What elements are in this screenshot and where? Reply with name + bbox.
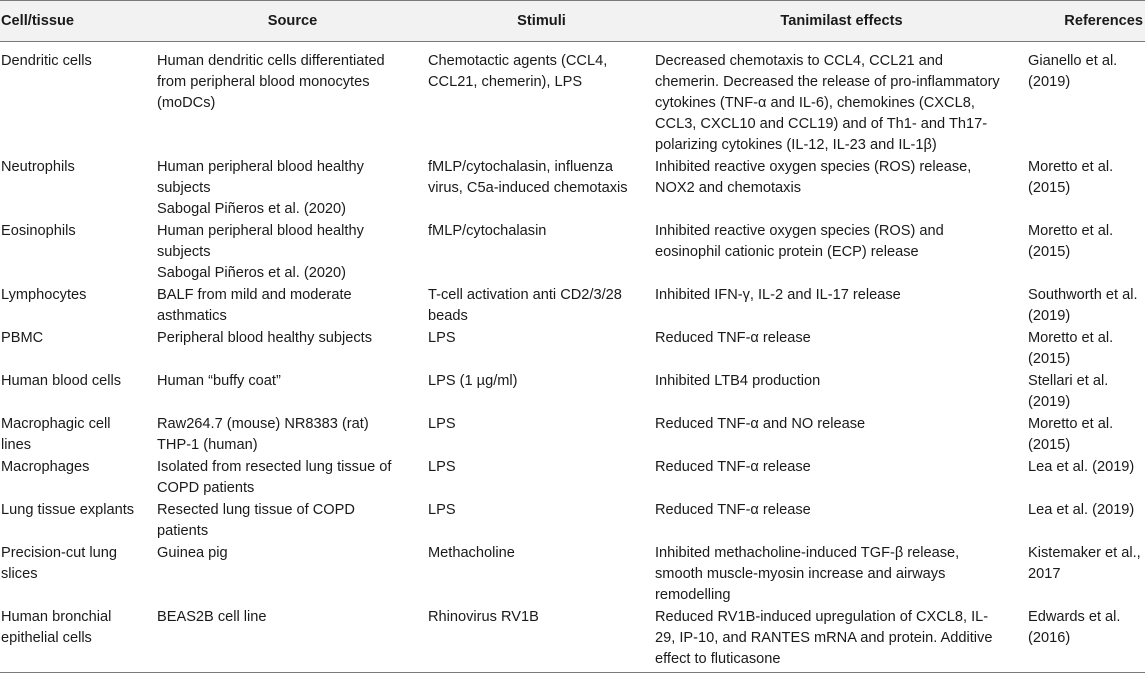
cell-tissue-cell-line: Macrophages (1, 459, 90, 475)
table-row (0, 606, 1145, 673)
effects-cell (655, 542, 1028, 606)
effects-cell-line: Decreased chemotaxis to CCL4, CCL21 and (655, 53, 943, 69)
stimuli-cell (428, 220, 655, 284)
cell-tissue-cell-line: Eosinophils (1, 223, 76, 239)
cell-tissue-cell (0, 413, 157, 456)
cell-tissue-cell-line: Precision-cut lung (1, 545, 117, 561)
source-cell-line: subjects (157, 244, 211, 260)
references-cell-line: Gianello et al. (1028, 53, 1118, 69)
references-cell (1028, 370, 1145, 413)
references-cell-line: Kistemaker et al., (1028, 545, 1141, 561)
cell-tissue-cell (0, 156, 157, 220)
source-cell-line: Human “buffy coat” (157, 373, 281, 389)
source-cell (157, 284, 428, 327)
effects-cell-line: Inhibited reactive oxygen species (ROS) and (655, 223, 944, 239)
effects-cell-line: polarizing cytokines (IL-12, IL-23 and IL-1β) (655, 137, 937, 153)
effects-cell (655, 370, 1028, 413)
stimuli-cell-line: Chemotactic agents (CCL4, (428, 53, 608, 69)
effects-cell (655, 156, 1028, 220)
source-cell-line: Sabogal Piñeros et al. (2020) (157, 201, 347, 217)
effects-cell (655, 606, 1028, 673)
references-cell-line: (2019) (1028, 394, 1071, 410)
cell-tissue-cell (0, 220, 157, 284)
table-row (0, 413, 1145, 456)
references-cell-line: (2015) (1028, 437, 1071, 453)
header-stimuli: Stimuli (428, 1, 655, 42)
stimuli-cell-line: fMLP/cytochalasin (428, 223, 547, 239)
source-cell (157, 156, 428, 220)
stimuli-cell (428, 42, 655, 157)
source-cell (157, 542, 428, 606)
table-row (0, 284, 1145, 327)
effects-cell-line: effect to fluticasone (655, 651, 781, 667)
source-cell-line: THP-1 (human) (157, 437, 258, 453)
source-cell-line: Resected lung tissue of COPD (157, 502, 355, 518)
effects-cell-line: eosinophil cationic protein (ECP) release (655, 244, 919, 260)
references-cell-line: Moretto et al. (1028, 330, 1114, 346)
stimuli-cell-line: LPS (1 µg/ml) (428, 373, 518, 389)
source-cell-line: Human peripheral blood healthy (157, 223, 364, 239)
effects-cell-line: Reduced RV1B-induced upregulation of CXCL8, IL- (655, 609, 989, 625)
source-cell (157, 413, 428, 456)
effects-cell-line: Reduced TNF-α release (655, 502, 811, 518)
source-cell-line: Peripheral blood healthy subjects (157, 330, 372, 346)
effects-cell-line: 29, IP-10, and RANTES mRNA and protein. Additive (655, 630, 993, 646)
stimuli-cell-line: CCL21, chemerin), LPS (428, 74, 583, 90)
table-row (0, 456, 1145, 499)
references-cell-line: Moretto et al. (1028, 223, 1114, 239)
effects-cell-line: remodelling (655, 587, 731, 603)
source-cell-line: patients (157, 523, 209, 539)
stimuli-cell (428, 284, 655, 327)
source-cell (157, 220, 428, 284)
stimuli-cell-line: T-cell activation anti CD2/3/28 (428, 287, 622, 303)
table-row (0, 327, 1145, 370)
source-cell-line: BALF from mild and moderate (157, 287, 352, 303)
cell-tissue-cell-line: lines (1, 437, 32, 453)
cell-tissue-cell-line: Human bronchial (1, 609, 112, 625)
source-cell (157, 606, 428, 673)
header-cell-tissue: Cell/tissue (0, 1, 157, 42)
effects-cell-line: NOX2 and chemotaxis (655, 180, 802, 196)
references-cell-line: Stellari et al. (1028, 373, 1109, 389)
stimuli-cell-line: beads (428, 308, 468, 324)
cell-tissue-cell-line: Lymphocytes (1, 287, 87, 303)
references-cell (1028, 156, 1145, 220)
references-cell-line: (2016) (1028, 630, 1071, 646)
cell-tissue-cell-line: Neutrophils (1, 159, 75, 175)
effects-cell-line: cytokines (TNF-α and IL-6), chemokines (CXCL8, (655, 95, 975, 111)
source-cell-line: Guinea pig (157, 545, 228, 561)
effects-cell-line: Reduced TNF-α release (655, 330, 811, 346)
effects-cell-line: Reduced TNF-α and NO release (655, 416, 866, 432)
stimuli-cell (428, 499, 655, 542)
references-cell-line: 2017 (1028, 566, 1061, 582)
stimuli-cell (428, 456, 655, 499)
stimuli-cell-line: Methacholine (428, 545, 515, 561)
references-cell-line: (2015) (1028, 244, 1071, 260)
stimuli-cell-line: LPS (428, 459, 456, 475)
cell-tissue-cell (0, 606, 157, 673)
stimuli-cell-line: Rhinovirus RV1B (428, 609, 539, 625)
references-cell-line: (2015) (1028, 351, 1071, 367)
cell-tissue-cell-line: Macrophagic cell (1, 416, 111, 432)
references-cell (1028, 499, 1145, 542)
source-cell (157, 327, 428, 370)
references-cell-line: Lea et al. (2019) (1028, 502, 1135, 518)
source-cell-line: BEAS2B cell line (157, 609, 267, 625)
header-references: References (1028, 1, 1145, 42)
references-cell (1028, 413, 1145, 456)
references-cell (1028, 284, 1145, 327)
effects-cell-line: smooth muscle-myosin increase and airways (655, 566, 946, 582)
references-cell-line: Moretto et al. (1028, 159, 1114, 175)
table-row (0, 370, 1145, 413)
stimuli-cell-line: LPS (428, 416, 456, 432)
table-row (0, 499, 1145, 542)
effects-cell-line: Inhibited reactive oxygen species (ROS) release, (655, 159, 972, 175)
table-header-row (0, 1, 1145, 42)
references-cell (1028, 42, 1145, 157)
effects-cell (655, 499, 1028, 542)
effects-cell-line: CCL3, CXCL10 and CCL19) and of Th1- and Th17- (655, 116, 988, 132)
table-row (0, 156, 1145, 220)
cell-tissue-cell (0, 370, 157, 413)
source-cell-line: (moDCs) (157, 95, 216, 111)
table-row (0, 542, 1145, 606)
cell-tissue-cell (0, 327, 157, 370)
cell-tissue-cell-line: slices (1, 566, 38, 582)
table-body (0, 42, 1145, 673)
source-cell (157, 456, 428, 499)
effects-cell (655, 413, 1028, 456)
effects-cell (655, 456, 1028, 499)
references-cell-line: (2019) (1028, 308, 1071, 324)
source-cell (157, 499, 428, 542)
references-cell (1028, 327, 1145, 370)
cell-tissue-cell-line: epithelial cells (1, 630, 92, 646)
stimuli-cell-line: fMLP/cytochalasin, influenza (428, 159, 613, 175)
references-cell-line: (2015) (1028, 180, 1071, 196)
header-tanimilast-effects: Tanimilast effects (655, 1, 1028, 42)
references-cell-line: (2019) (1028, 74, 1071, 90)
table-row (0, 42, 1145, 157)
effects-cell-line: Inhibited methacholine-induced TGF-β release, (655, 545, 960, 561)
source-cell-line: subjects (157, 180, 211, 196)
effects-cell (655, 220, 1028, 284)
source-cell-line: from peripheral blood monocytes (157, 74, 370, 90)
cell-tissue-cell-line: Dendritic cells (1, 53, 92, 69)
cell-tissue-cell-line: Human blood cells (1, 373, 122, 389)
source-cell-line: asthmatics (157, 308, 227, 324)
header-source: Source (157, 1, 428, 42)
stimuli-cell (428, 542, 655, 606)
effects-cell (655, 327, 1028, 370)
source-cell (157, 370, 428, 413)
stimuli-cell (428, 606, 655, 673)
references-cell (1028, 606, 1145, 673)
source-cell-line: Raw264.7 (mouse) NR8383 (rat) (157, 416, 369, 432)
references-cell-line: Moretto et al. (1028, 416, 1114, 432)
table-row (0, 220, 1145, 284)
effects-cell-line: Inhibited LTB4 production (655, 373, 821, 389)
references-cell-line: Southworth et al. (1028, 287, 1138, 303)
references-cell (1028, 456, 1145, 499)
cell-tissue-cell (0, 284, 157, 327)
source-cell-line: Human peripheral blood healthy (157, 159, 364, 175)
stimuli-cell (428, 156, 655, 220)
cell-tissue-cell-line: Lung tissue explants (1, 502, 135, 518)
references-cell-line: Edwards et al. (1028, 609, 1121, 625)
effects-cell-line: Reduced TNF-α release (655, 459, 811, 475)
cell-tissue-cell (0, 42, 157, 157)
cell-tissue-cell (0, 456, 157, 499)
stimuli-cell (428, 327, 655, 370)
cell-tissue-cell (0, 499, 157, 542)
source-cell-line: COPD patients (157, 480, 255, 496)
source-cell-line: Sabogal Piñeros et al. (2020) (157, 265, 347, 281)
effects-cell-line: Inhibited IFN-γ, IL-2 and IL-17 release (655, 287, 901, 303)
stimuli-cell (428, 413, 655, 456)
references-cell (1028, 542, 1145, 606)
cell-tissue-cell (0, 542, 157, 606)
effects-cell-line: chemerin. Decreased the release of pro-inflammatory (655, 74, 1000, 90)
cell-tissue-cell-line: PBMC (1, 330, 44, 346)
references-cell (1028, 220, 1145, 284)
source-cell (157, 42, 428, 157)
stimuli-cell-line: LPS (428, 330, 456, 346)
source-cell-line: Human dendritic cells differentiated (157, 53, 385, 69)
stimuli-cell (428, 370, 655, 413)
stimuli-cell-line: LPS (428, 502, 456, 518)
source-cell-line: Isolated from resected lung tissue of (157, 459, 392, 475)
effects-cell (655, 284, 1028, 327)
stimuli-cell-line: virus, C5a-induced chemotaxis (428, 180, 628, 196)
references-cell-line: Lea et al. (2019) (1028, 459, 1135, 475)
effects-cell (655, 42, 1028, 157)
